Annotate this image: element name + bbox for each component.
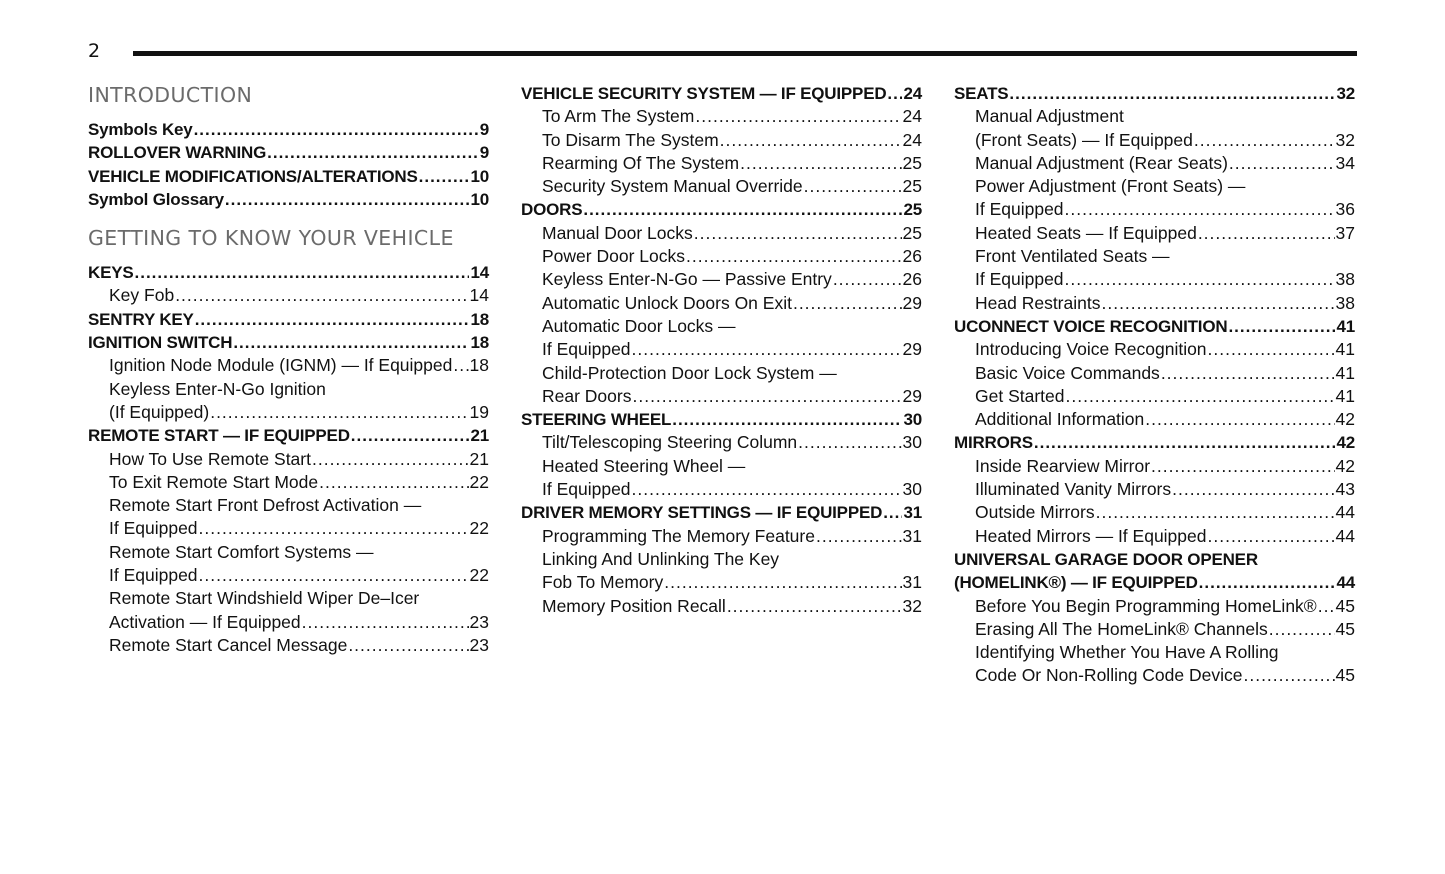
toc-entry-title: Inside Rearview Mirror [975,455,1151,476]
toc-section-entry[interactable] [954,548,1355,571]
toc-entry-title: To Disarm The System [542,129,719,150]
toc-page-number: 23 [469,611,489,632]
toc-entry-title: Symbol Glossary [88,189,224,209]
toc-page-number: 22 [469,471,489,492]
toc-entry-title: Erasing All The HomeLink® Channels [975,618,1268,639]
leader-dots [1269,618,1335,641]
toc-subentry[interactable] [88,494,489,517]
toc-subentry[interactable] [954,641,1355,664]
leader-dots [319,471,468,494]
toc-page-number: 41 [1336,316,1355,336]
toc-page-number: 21 [469,448,489,469]
toc-subentry[interactable] [954,268,1355,291]
toc-subentry[interactable] [521,385,922,408]
toc-page-number: 31 [903,503,922,523]
toc-entry-title: Ignition Node Module (IGNM) — If Equipped [109,355,453,376]
toc-subentry[interactable] [954,501,1355,524]
leader-dots [351,424,470,447]
leader-dots [195,308,470,331]
toc-page-number: 32 [1335,129,1355,150]
toc-page-number: 30 [902,432,922,453]
toc-entry-title: Programming The Memory Feature [542,525,815,546]
leader-dots [453,354,468,377]
toc-entry-title: Manual Adjustment (Rear Seats) [975,152,1228,173]
leader-dots [1161,362,1335,385]
toc-page-number: 24 [903,84,922,103]
toc-section-entry[interactable] [954,431,1355,454]
leader-dots [686,245,902,268]
toc-page-number: 42 [1335,409,1355,430]
toc-page-number: 38 [1335,292,1355,313]
toc-page-number: 14 [469,285,489,306]
toc-entry-title: Outside Mirrors [975,502,1095,523]
toc-page-number: 42 [1336,433,1355,453]
leader-dots [348,634,468,657]
toc-entry-title: Remote Start Comfort Systems — [109,541,374,562]
toc-entry-title: (Front Seats) — If Equipped [975,129,1193,150]
toc-subentry[interactable] [954,618,1355,641]
leader-dots [1172,478,1334,501]
leader-dots [1101,292,1334,315]
leader-dots [1065,198,1335,221]
toc-section-entry[interactable] [88,118,489,141]
toc-section-entry[interactable] [88,141,489,164]
toc-entry-title: VEHICLE MODIFICATIONS/ALTERATIONS [88,166,418,186]
leader-dots [887,82,902,105]
toc-entry-title: Remote Start Front Defrost Activation — [109,495,422,516]
leader-dots [1009,82,1335,105]
toc-page-number: 25 [903,200,922,220]
toc-subentry[interactable] [954,338,1355,361]
toc-entry-title: Child-Protection Door Lock System — [542,362,837,383]
toc-subentry[interactable] [954,245,1355,268]
toc-subentry[interactable] [88,471,489,494]
leader-dots [1229,152,1335,175]
toc-page-number: 38 [1335,269,1355,290]
toc-entry-title: Keyless Enter-N-Go — Passive Entry [542,269,832,290]
toc-entry-title: UNIVERSAL GARAGE DOOR OPENER [954,549,1258,569]
toc-subentry[interactable] [954,408,1355,431]
leader-dots [199,564,469,587]
leader-dots [1208,525,1335,548]
toc-entry-title: Introducing Voice Recognition [975,339,1207,360]
leader-dots [1228,315,1335,338]
toc-entry-title: Front Ventilated Seats — [975,246,1170,267]
toc-page-number: 42 [1335,455,1355,476]
toc-subentry[interactable] [954,664,1355,687]
leader-dots [1151,455,1334,478]
toc-entry-title: Get Started [975,385,1065,406]
toc-entry-title: Code Or Non-Rolling Code Device [975,665,1243,686]
toc-section-entry[interactable] [88,331,489,354]
leader-dots [267,141,479,164]
section-heading-introduction: INTRODUCTION [88,83,253,107]
toc-subentry[interactable] [954,222,1355,245]
leader-dots [695,105,901,128]
leader-dots [804,175,902,198]
toc-entry-title: Remote Start Windshield Wiper De–Icer [109,588,420,609]
toc-entry-title: Basic Voice Commands [975,362,1160,383]
toc-subentry[interactable] [521,175,922,198]
toc-page-number: 30 [902,479,922,500]
toc-entry-title: IGNITION SWITCH [88,333,233,353]
toc-section-entry[interactable] [954,571,1355,594]
toc-entry-title: DOORS [521,200,583,220]
leader-dots [672,408,902,431]
toc-entry-title: If Equipped [975,199,1064,220]
toc-subentry[interactable] [88,284,489,307]
toc-page-number: 18 [470,309,489,329]
toc-entry-title: Before You Begin Programming HomeLink® [975,595,1317,616]
toc-entry-title: KEYS [88,263,134,283]
leader-dots [194,118,479,141]
section-heading-getting-to-know-your-vehicle: GETTING TO KNOW YOUR VEHICLE [88,226,454,251]
toc-subentry[interactable] [521,292,922,315]
toc-entry-title: Tilt/Telescoping Steering Column [542,432,798,453]
toc-subentry[interactable] [88,564,489,587]
leader-dots [833,268,902,291]
toc-section-entry[interactable] [521,408,922,431]
toc-page-number: 31 [902,572,922,593]
leader-dots [199,517,469,540]
toc-entry-title: Heated Mirrors — If Equipped [975,525,1207,546]
toc-subentry[interactable] [521,338,922,361]
toc-subentry[interactable] [88,401,489,424]
toc-section-entry[interactable] [954,82,1355,105]
toc-page-number: 18 [469,355,489,376]
toc-subentry[interactable] [954,152,1355,175]
toc-subentry[interactable] [954,478,1355,501]
toc-page-number: 24 [902,106,922,127]
toc-entry-title: To Exit Remote Start Mode [109,471,319,492]
toc-entry-title: Additional Information [975,409,1145,430]
toc-subentry[interactable] [521,595,922,618]
toc-entry-title: Fob To Memory [542,572,664,593]
toc-subentry[interactable] [521,315,922,338]
toc-entry-title: VEHICLE SECURITY SYSTEM — IF EQUIPPED [521,84,887,103]
toc-subentry[interactable] [88,448,489,471]
toc-subentry[interactable] [954,129,1355,152]
leader-dots [1198,222,1335,245]
toc-entry-title: To Arm The System [542,106,695,127]
leader-dots [664,571,901,594]
leader-dots [1194,129,1335,152]
toc-entry-title: Linking And Unlinking The Key [542,548,780,569]
leader-dots [302,611,469,634]
toc-entry-title: Head Restraints [975,292,1101,313]
toc-page-number: 32 [1336,84,1355,103]
toc-entry-title: Rearming Of The System [542,152,740,173]
toc-entry-title: Illuminated Vanity Mirrors [975,479,1172,500]
leader-dots [233,331,469,354]
leader-dots [1034,431,1336,454]
toc-page-number: 43 [1335,479,1355,500]
toc-subentry[interactable] [521,571,922,594]
toc-subentry[interactable] [88,634,489,657]
leader-dots [312,448,469,471]
toc-section-entry[interactable] [521,198,922,221]
toc-entry-title: UCONNECT VOICE RECOGNITION [954,316,1228,336]
toc-section-entry[interactable] [88,308,489,331]
leader-dots [798,431,901,454]
leader-dots [632,478,902,501]
toc-subentry[interactable] [521,548,922,571]
toc-page-number: 19 [469,401,489,422]
toc-column-1 [88,82,489,657]
leader-dots [135,261,470,284]
leader-dots [632,338,902,361]
toc-entry-title: DRIVER MEMORY SETTINGS — IF EQUIPPED [521,503,883,523]
toc-page-number: 44 [1335,502,1355,523]
toc-column-2 [521,82,922,618]
toc-entry-title: If Equipped [109,518,198,539]
toc-subentry[interactable] [954,198,1355,221]
toc-entry-title: STEERING WHEEL [521,410,672,430]
toc-page-number: 14 [470,263,489,283]
toc-entry-title: Automatic Unlock Doors On Exit [542,292,792,313]
leader-dots [419,165,470,188]
leader-dots [1243,664,1334,687]
leader-dots [727,595,902,618]
toc-section-entry[interactable] [88,424,489,447]
toc-page-number: 44 [1336,573,1355,593]
toc-page-number: 26 [902,246,922,267]
toc-subentry[interactable] [88,517,489,540]
toc-page-number: 34 [1335,152,1355,173]
toc-section-entry[interactable] [521,82,922,105]
toc-page-number: 25 [902,152,922,173]
toc-column-3 [954,82,1355,688]
toc-entry-title: Automatic Door Locks — [542,315,736,336]
toc-entry-title: Heated Steering Wheel — [542,455,746,476]
leader-dots [1096,501,1335,524]
toc-subentry[interactable] [521,152,922,175]
toc-subentry[interactable] [88,587,489,610]
toc-subentry[interactable] [521,245,922,268]
toc-page-number: 26 [902,269,922,290]
toc-subentry[interactable] [954,525,1355,548]
toc-subentry[interactable] [88,354,489,377]
leader-dots [1145,408,1334,431]
toc-entry-title: Identifying Whether You Have A Rolling [975,642,1279,663]
toc-page-number: 36 [1335,199,1355,220]
toc-entry-title: Symbols Key [88,120,193,139]
toc-subentry[interactable] [954,105,1355,128]
toc-entry-title: If Equipped [109,565,198,586]
toc-page-number: 18 [470,333,489,353]
toc-page-number: 31 [902,525,922,546]
leader-dots [175,284,468,307]
toc-entry-title: Security System Manual Override [542,176,803,197]
leader-dots [632,385,901,408]
toc-entry-title: REMOTE START — IF EQUIPPED [88,426,350,446]
toc-entry-title: Rear Doors [542,385,632,406]
toc-section-entry[interactable] [88,165,489,188]
toc-entry-title: SEATS [954,84,1009,103]
toc-page-number: 10 [470,189,489,209]
toc-section-entry[interactable] [954,315,1355,338]
toc-section-entry[interactable] [88,188,489,211]
toc-entry-title: (If Equipped) [109,401,210,422]
toc-page-number: 37 [1335,222,1355,243]
toc-page-number: 41 [1335,385,1355,406]
toc-subentry[interactable] [88,541,489,564]
toc-entry-title: How To Use Remote Start [109,448,311,469]
toc-page-number: 45 [1335,595,1355,616]
toc-subentry[interactable] [954,385,1355,408]
leader-dots [740,152,901,175]
toc-subentry[interactable] [954,595,1355,618]
toc-page-number: 41 [1335,339,1355,360]
toc-subentry[interactable] [521,105,922,128]
toc-entry-title: Keyless Enter-N-Go Ignition [109,378,326,399]
top-rule [133,51,1357,56]
toc-subentry[interactable] [521,268,922,291]
toc-subentry[interactable] [88,611,489,634]
toc-page-number: 22 [469,565,489,586]
toc-entry-title: ROLLOVER WARNING [88,143,267,163]
toc-page-number: 9 [479,120,489,139]
toc-page-number: 30 [903,410,922,430]
toc-subentry[interactable] [521,129,922,152]
toc-subentry[interactable] [521,525,922,548]
toc-page-number: 45 [1335,665,1355,686]
leader-dots [720,129,902,152]
leader-dots [816,525,902,548]
toc-entry-title: Power Adjustment (Front Seats) — [975,176,1246,197]
toc-page-number: 21 [470,426,489,446]
leader-dots [225,188,470,211]
toc-subentry[interactable] [521,222,922,245]
toc-page-number: 10 [470,166,489,186]
toc-subentry[interactable] [521,478,922,501]
toc-subentry[interactable] [954,455,1355,478]
toc-entry-title: Manual Adjustment [975,106,1124,127]
leader-dots [1199,571,1336,594]
toc-entry-title: Heated Seats — If Equipped [975,222,1197,243]
toc-subentry[interactable] [954,175,1355,198]
toc-entry-title: (HOMELINK®) — IF EQUIPPED [954,573,1198,593]
page-number: 2 [88,40,101,62]
toc-subentry[interactable] [521,362,922,385]
toc-page-number: 41 [1335,362,1355,383]
toc-page-number: 32 [902,595,922,616]
toc-page-number: 25 [902,176,922,197]
leader-dots [694,222,902,245]
toc-page-number: 22 [469,518,489,539]
leader-dots [883,501,902,524]
toc-entry-title: Activation — If Equipped [109,611,301,632]
toc-section-entry[interactable] [521,501,922,524]
toc-entry-title: Remote Start Cancel Message [109,634,348,655]
toc-page-number: 45 [1335,618,1355,639]
toc-subentry[interactable] [88,378,489,401]
leader-dots [793,292,902,315]
toc-page-number: 29 [902,385,922,406]
leader-dots [1065,268,1335,291]
leader-dots [1066,385,1335,408]
toc-page-number: 23 [469,634,489,655]
toc-entry-title: MIRRORS [954,433,1033,453]
toc-entry-title: Key Fob [109,285,175,306]
toc-page-number: 44 [1335,525,1355,546]
toc-entry-title: SENTRY KEY [88,309,194,329]
leader-dots [210,401,468,424]
toc-page-number: 29 [902,292,922,313]
toc-entry-title: Power Door Locks [542,246,685,267]
toc-page-number: 25 [902,222,922,243]
toc-entry-title: If Equipped [542,479,631,500]
toc-entry-title: Memory Position Recall [542,595,726,616]
toc-subentry[interactable] [954,362,1355,385]
leader-dots [1318,595,1335,618]
toc-section-entry[interactable] [88,261,489,284]
toc-subentry[interactable] [521,455,922,478]
toc-entry-title: If Equipped [975,269,1064,290]
leader-dots [583,198,902,221]
toc-entry-title: Manual Door Locks [542,222,693,243]
toc-page-number: 9 [479,143,489,163]
leader-dots [1208,338,1335,361]
toc-subentry[interactable] [521,431,922,454]
toc-entry-title: If Equipped [542,339,631,360]
toc-subentry[interactable] [954,292,1355,315]
toc-page-number: 29 [902,339,922,360]
toc-page-number: 24 [902,129,922,150]
